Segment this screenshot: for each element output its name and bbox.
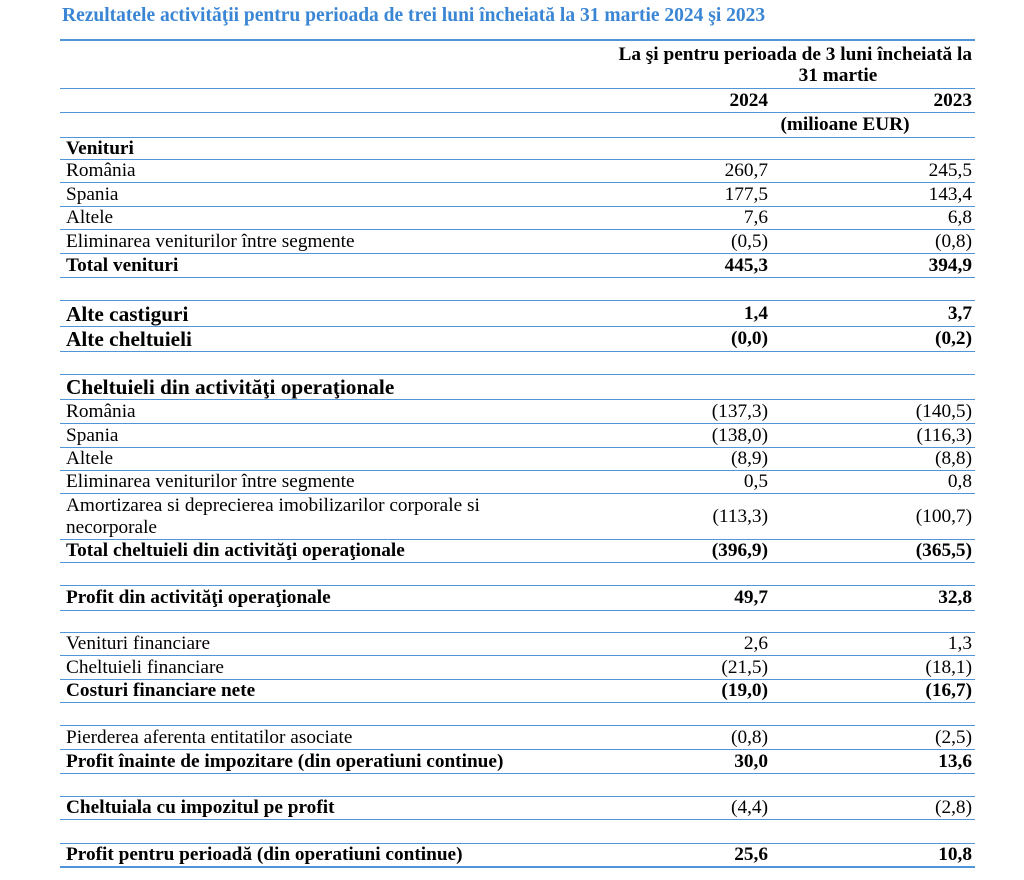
row-label: Spania — [66, 183, 119, 205]
value-2024: (19,0) — [721, 680, 768, 701]
row-label: Total venituri — [66, 254, 179, 276]
total-row — [60, 254, 975, 278]
row-label: Altele — [66, 207, 114, 228]
table-row — [60, 656, 975, 680]
results-table — [60, 39, 975, 868]
value-2024: (0,5) — [731, 230, 768, 252]
value-2023: (0,2) — [935, 328, 972, 349]
value-2024: 260,7 — [724, 160, 768, 181]
row-label: Profit înainte de impozitare (din operatiuni continue) — [66, 750, 504, 772]
revenue-heading-row — [60, 138, 975, 160]
value-2024: 7,6 — [743, 207, 768, 228]
header-unit-row — [60, 113, 975, 138]
row-label: Altele — [66, 448, 114, 469]
total-row — [60, 301, 975, 327]
spacer-row — [60, 774, 975, 797]
total-row — [60, 540, 975, 563]
table-row — [60, 424, 975, 448]
value-2023: (2,5) — [935, 726, 972, 748]
spacer-row — [60, 703, 975, 726]
value-2024: 25,6 — [734, 844, 768, 865]
row-label: România — [66, 160, 136, 181]
table-row — [60, 207, 975, 230]
spacer-row — [60, 563, 975, 586]
row-label: Costuri financiare nete — [66, 680, 256, 701]
value-2024: (113,3) — [712, 505, 768, 527]
value-2023: (140,5) — [915, 400, 972, 422]
value-2024: (396,9) — [711, 540, 768, 561]
column-header-2024: 2024 — [729, 89, 768, 111]
table-row — [60, 183, 975, 207]
value-2024: (8,9) — [731, 448, 768, 469]
row-label: Amortizarea si deprecierea imobilizarilor corporale si necorporale — [66, 494, 480, 538]
value-2023: 6,8 — [947, 207, 972, 228]
table-row — [60, 797, 975, 820]
value-2024: (137,3) — [711, 400, 768, 422]
row-label: România — [66, 400, 136, 422]
table-row — [60, 160, 975, 183]
value-2024: 1,4 — [743, 302, 768, 324]
table-row — [60, 494, 975, 540]
value-2024: (21,5) — [721, 656, 768, 678]
total-row — [60, 586, 975, 611]
row-label: Profit pentru perioadă (din operatiuni continue) — [66, 844, 463, 865]
value-2023: 143,4 — [928, 183, 972, 205]
header-period-row — [60, 41, 975, 89]
table-row — [60, 230, 975, 254]
spacer-row — [60, 278, 975, 301]
value-2024: 2,6 — [743, 633, 768, 654]
value-2023: (365,5) — [915, 540, 972, 561]
section-heading: Venituri — [66, 137, 134, 159]
value-2023: (8,8) — [935, 448, 972, 469]
value-2023: (2,8) — [935, 797, 972, 818]
value-2023: 245,5 — [928, 160, 972, 181]
opex-heading-row — [60, 375, 975, 400]
value-2024: 445,3 — [724, 254, 768, 276]
value-2023: 13,6 — [938, 750, 972, 772]
table-row — [60, 400, 975, 424]
table-row — [60, 633, 975, 656]
value-2024: (4,4) — [731, 797, 768, 818]
value-2023: (100,7) — [915, 505, 972, 527]
value-2024: 30,0 — [734, 750, 768, 772]
row-label: Alte cheltuieli — [66, 327, 192, 351]
spacer-row — [60, 611, 975, 633]
value-2023: (16,7) — [925, 680, 972, 701]
value-2023: 10,8 — [938, 844, 972, 865]
spacer-row — [60, 352, 975, 375]
value-2024: (0,0) — [731, 328, 768, 349]
value-2023: 0,8 — [947, 471, 972, 492]
row-label: Total cheltuieli din activităţi operaţionale — [66, 540, 405, 561]
row-label: Cheltuieli financiare — [66, 656, 224, 678]
value-2024: (138,0) — [711, 424, 768, 446]
value-2023: (116,3) — [916, 424, 972, 446]
value-2024: 177,5 — [724, 183, 768, 205]
table-row — [60, 448, 975, 471]
header-period-line1: La şi pentru perioada de 3 luni încheiată la — [618, 44, 972, 65]
total-row — [60, 680, 975, 703]
total-row — [60, 750, 975, 774]
row-label: Profit din activităţi operaţionale — [66, 587, 331, 608]
document-title: Rezultatele activităţii pentru perioada de trei luni încheiată la 31 martie 2024 şi 2023 — [62, 5, 766, 26]
table-row — [60, 471, 975, 494]
total-row — [60, 844, 975, 868]
row-label: Cheltuiala cu impozitul pe profit — [66, 797, 335, 818]
row-label: Eliminarea veniturilor între segmente — [66, 471, 355, 492]
total-row — [60, 327, 975, 352]
value-2023: 3,7 — [947, 302, 972, 324]
header-period-line2: 31 martie — [798, 65, 878, 86]
column-header-2023: 2023 — [933, 89, 972, 111]
unit-label: (milioane EUR) — [780, 114, 910, 135]
value-2023: 394,9 — [928, 254, 972, 276]
value-2023: (0,8) — [935, 230, 972, 252]
value-2023: 32,8 — [938, 587, 972, 608]
value-2023: 1,3 — [947, 633, 972, 654]
row-label: Venituri financiare — [66, 633, 211, 654]
row-label: Pierderea aferenta entitatilor asociate — [66, 726, 353, 748]
spacer-row — [60, 820, 975, 844]
value-2024: (0,8) — [731, 726, 768, 748]
row-label: Eliminarea veniturilor între segmente — [66, 230, 355, 252]
value-2024: 0,5 — [743, 471, 768, 492]
value-2024: 49,7 — [734, 587, 768, 608]
row-label: Alte castiguri — [66, 301, 189, 326]
section-heading: Cheltuieli din activităţi operaţionale — [66, 375, 395, 399]
row-label: Spania — [66, 424, 119, 446]
table-row — [60, 726, 975, 750]
header-years-row — [60, 89, 975, 113]
value-2023: (18,1) — [925, 656, 972, 678]
